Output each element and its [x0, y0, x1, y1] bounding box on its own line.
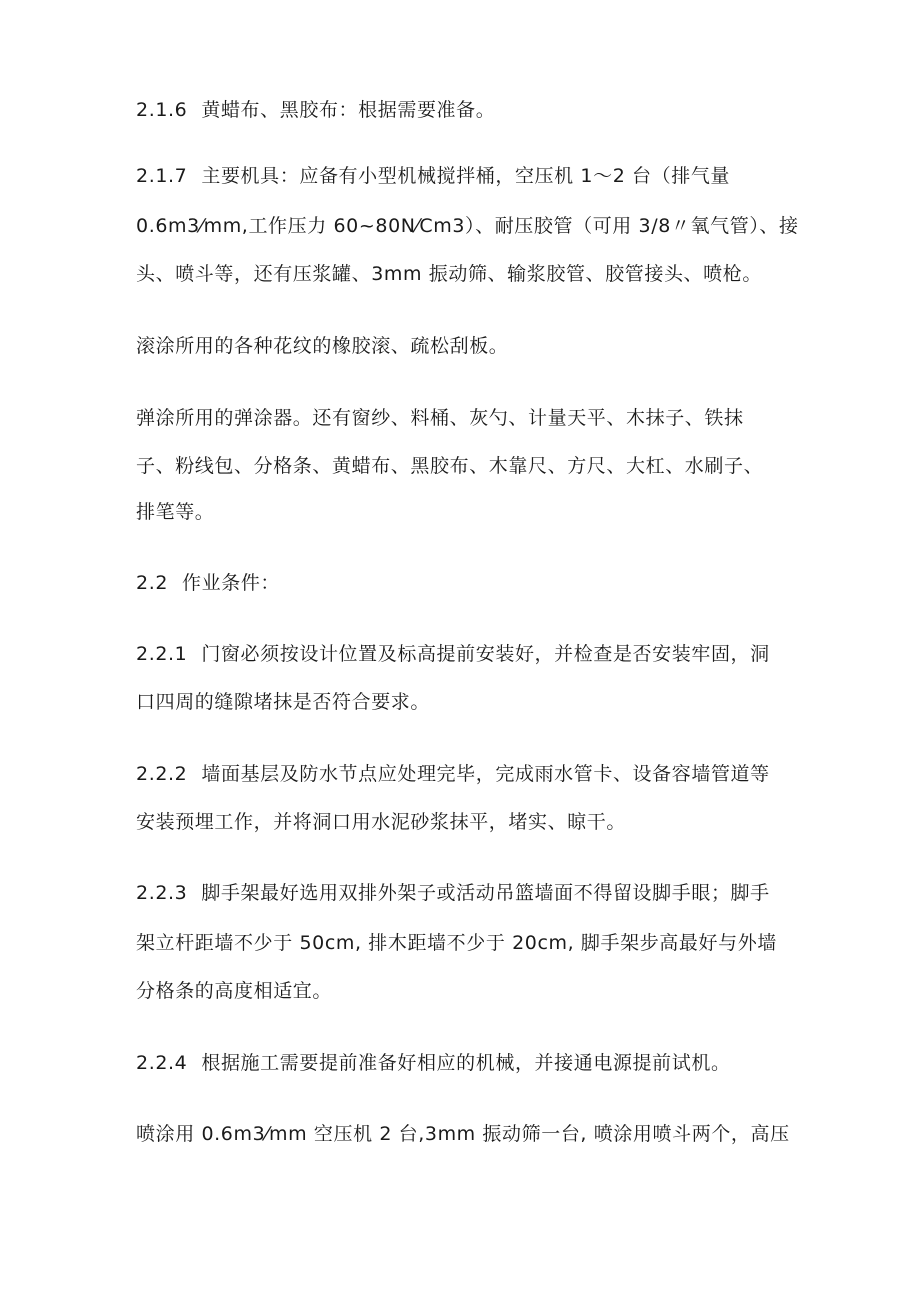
- line-text: 主要机具：应备有小型机械搅拌桶，空压机 1～2 台（排气量: [201, 165, 731, 187]
- section-number: 2.2: [136, 572, 169, 594]
- section-number: 2.2.3: [136, 882, 188, 904]
- line-text: 脚手架最好选用双排外架子或活动吊篮墙面不得留设脚手眼；脚手: [201, 882, 770, 904]
- text-line: [136, 978, 332, 1004]
- text-line: [136, 405, 744, 431]
- text-line: [136, 761, 770, 787]
- line-text: 喷涂用 0.6m3⁄mm 空压机 2 台,3mm 振动筛一台, 喷涂用喷斗两个，高压: [136, 1123, 790, 1145]
- line-text: 门窗必须按设计位置及标高提前安装好，并检查是否安装牢固，洞: [201, 643, 770, 665]
- line-text: 排笔等。: [136, 501, 215, 523]
- text-line: [136, 1121, 790, 1147]
- text-line: [136, 499, 214, 525]
- line-text: 弹涂所用的弹涂器。还有窗纱、料桶、灰勺、计量天平、木抹子、铁抹: [136, 407, 744, 429]
- section-number: 2.1.7: [136, 165, 188, 187]
- text-line: [136, 689, 430, 715]
- section-number: 2.1.6: [136, 99, 188, 121]
- text-line: [136, 880, 770, 906]
- line-text: 口四周的缝隙堵抹是否符合要求。: [136, 691, 431, 713]
- line-text: 子、粉线包、分格条、黄蜡布、黑胶布、木靠尺、方尺、大杠、水刷子、: [136, 455, 764, 477]
- section-number: 2.2.2: [136, 763, 188, 785]
- line-text: 安装预埋工作，并将洞口用水泥砂浆抹平，堵实、晾干。: [136, 811, 627, 833]
- section-number: 2.2.1: [136, 643, 188, 665]
- line-text: 作业条件：: [182, 572, 281, 594]
- line-text: 0.6m3⁄mm,工作压力 60~80N⁄Cm3）、耐压胶管（可用 3/8〃氧气管）、接: [136, 215, 799, 237]
- text-line: [136, 930, 777, 956]
- line-text: 架立杆距墙不少于 50cm, 排木距墙不少于 20cm, 脚手架步高最好与外墙: [136, 932, 777, 954]
- text-line: [136, 333, 508, 359]
- text-line: [136, 1050, 731, 1076]
- line-text: 滚涂所用的各种花纹的橡胶滚、疏松刮板。: [136, 335, 509, 357]
- text-line: [136, 261, 762, 287]
- text-line: [136, 809, 626, 835]
- text-line: [136, 213, 799, 239]
- text-line: [136, 570, 280, 596]
- text-line: [136, 163, 730, 189]
- line-text: 分格条的高度相适宜。: [136, 980, 333, 1002]
- text-line: [136, 453, 763, 479]
- line-text: 根据施工需要提前准备好相应的机械，并接通电源提前试机。: [201, 1052, 731, 1074]
- line-text: 头、喷斗等，还有压浆罐、3mm 振动筛、输浆胶管、胶管接头、喷枪。: [136, 263, 762, 285]
- line-text: 黄蜡布、黑胶布：根据需要准备。: [201, 99, 496, 121]
- text-line: [136, 97, 495, 123]
- line-text: 墙面基层及防水节点应处理完毕，完成雨水管卡、设备容墙管道等: [201, 763, 770, 785]
- text-line: [136, 641, 770, 667]
- section-number: 2.2.4: [136, 1052, 188, 1074]
